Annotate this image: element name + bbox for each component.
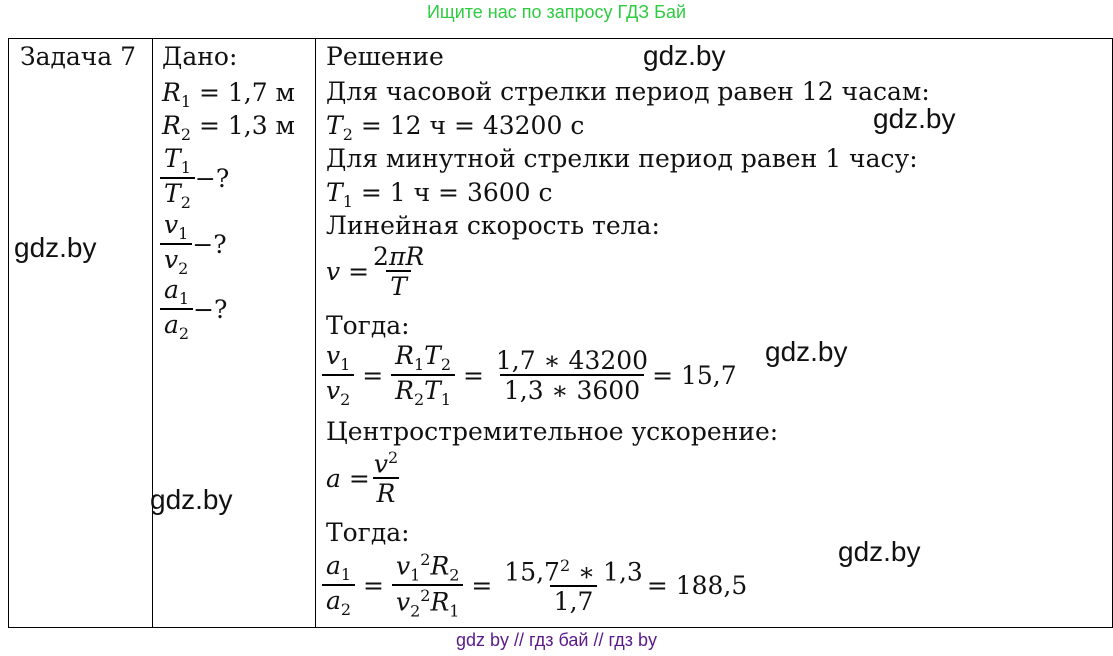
solution-then-2: Тогда:	[326, 518, 410, 547]
given-title: Дано:	[162, 42, 238, 71]
task-label: Задача 7	[20, 42, 137, 71]
solution-hour-hand-text: Для часовой стрелки период равен 12 часам:	[326, 77, 930, 106]
given-question-speed-ratio: $\frac{v_1}{v_2}$ −?	[160, 212, 227, 277]
watermark-5: gdz.by	[150, 484, 233, 515]
table-left-border	[8, 38, 9, 628]
solution-minute-hand-text: Для минутной стрелки период равен 1 часу:	[326, 144, 918, 173]
solution-eq-speed-ratio: $\frac{v_1}{v_2}$ = $\frac{R_1T_2}{R_2T_1}$ = $\frac{1,7 ∗ 43200}{1,3 ∗ 3600}$ = 15,7	[322, 343, 737, 408]
watermark-4: gdz.by	[765, 336, 848, 367]
solution-title: Решение	[326, 42, 444, 71]
solution-eq-t1: $T_1 = 1$ ч = 3600 с	[326, 178, 553, 211]
footer-links: gdz by // гдз бай // гдз by	[455, 630, 658, 650]
column-divider-2	[315, 38, 316, 628]
given-r2: $R_2 = 1,3$ м	[162, 111, 296, 144]
solution-eq-centripetal: a = $\frac{v^2}{R}$	[326, 448, 399, 509]
solution-linear-speed-text: Линейная скорость тела:	[326, 211, 660, 240]
solution-eq-accel-ratio: $\frac{a_1}{a_2}$ = $\frac{v_1^2R_2}{v_2^2R_1}$ = $\frac{15,7^2 ∗ 1,3}{1,7}$ = 188,5	[322, 552, 747, 620]
watermark-6: gdz.by	[838, 536, 921, 567]
solution-centripetal-text: Центростремительное ускорение:	[326, 417, 779, 446]
table-bottom-border	[8, 627, 1113, 628]
solution-eq-t2: $T_2 = 12$ ч = 43200 с	[326, 111, 585, 144]
solution-eq-linear-speed: v = $\frac{2\pi R}{T}$	[326, 242, 425, 301]
watermark-2: gdz.by	[873, 103, 956, 134]
table-top-border	[8, 38, 1113, 39]
given-r1: $R_1 = 1,7$ м	[162, 78, 296, 111]
column-divider-1	[152, 38, 153, 628]
given-question-period-ratio: $\frac{T_1}{T_2}$ −?	[160, 146, 229, 211]
search-hint-banner: Ищите нас по запросу ГДЗ Бай	[426, 2, 687, 22]
given-question-accel-ratio: $\frac{a_1}{a_2}$ −?	[160, 277, 227, 342]
watermark-1: gdz.by	[643, 40, 726, 71]
watermark-3: gdz.by	[14, 232, 97, 263]
solution-then-1: Тогда:	[326, 311, 410, 340]
